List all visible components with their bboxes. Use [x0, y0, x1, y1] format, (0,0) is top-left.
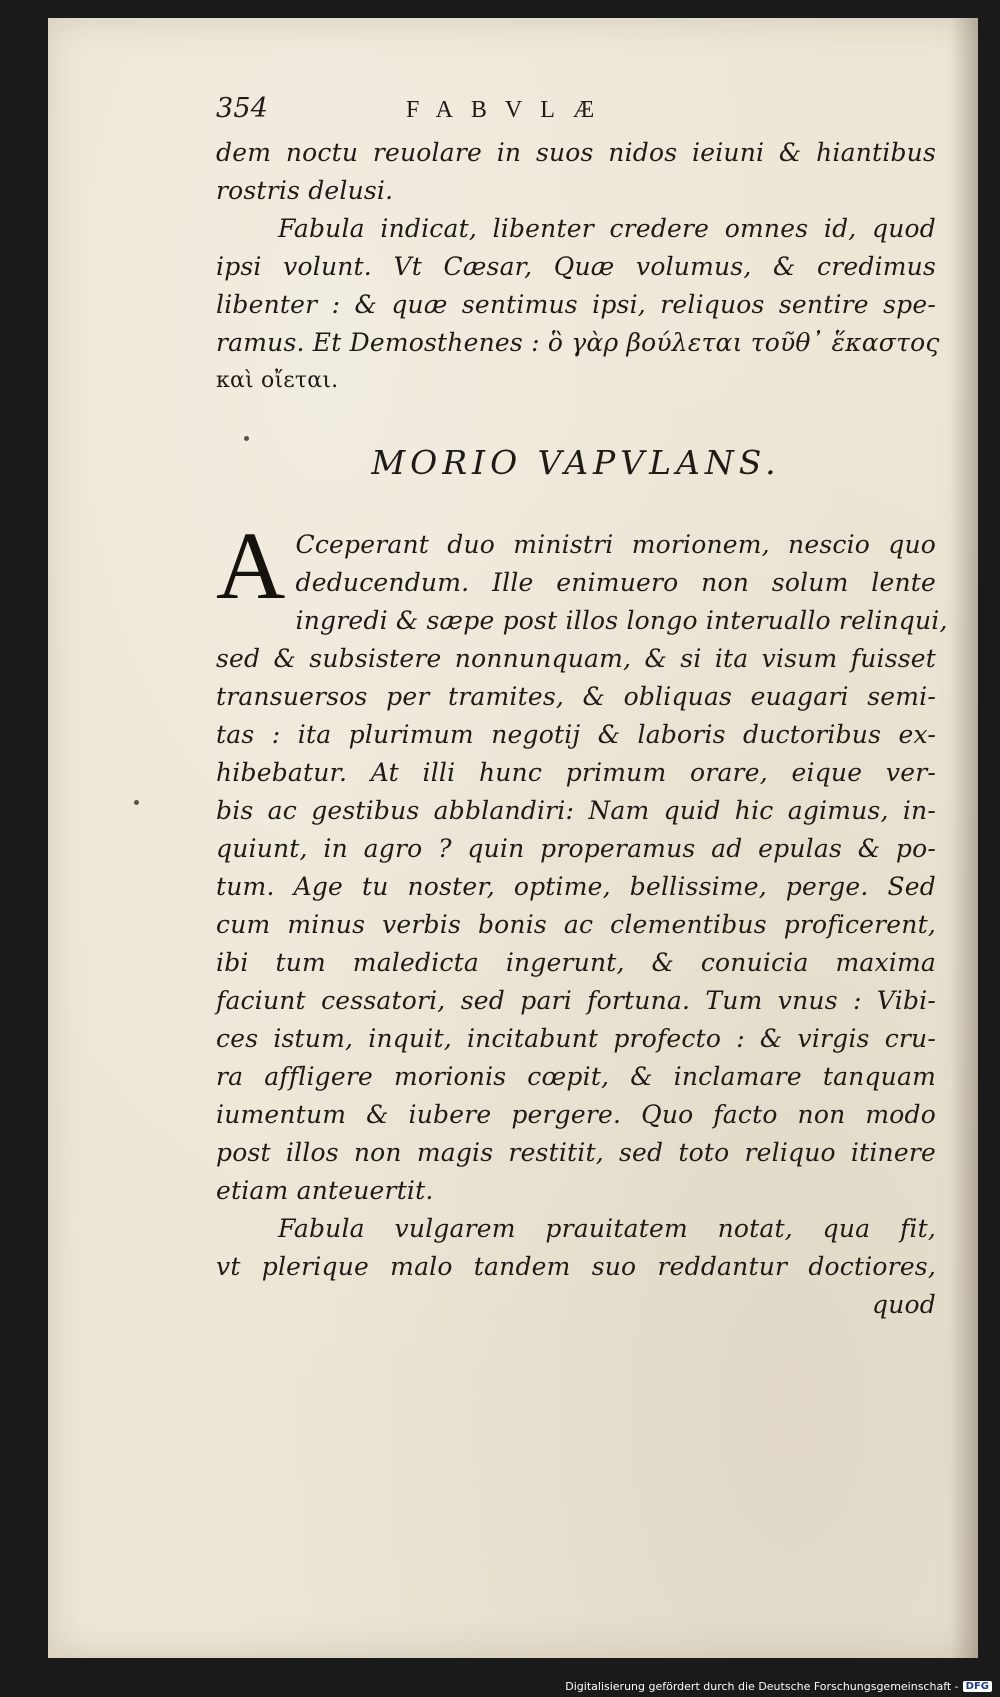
catchword: quod — [872, 1290, 936, 1319]
drop-cap: A — [216, 512, 286, 619]
text-line: ramus. Et Demosthenes : ὃ γὰρ βούλεται τοῦθ᾽ ἕκαστος — [216, 328, 940, 357]
text-line: ces istum, inquit, incitabunt profecto : & virgis cru- — [216, 1024, 936, 1053]
dfg-logo: DFG — [963, 1681, 992, 1692]
text-line: rostris delusi. — [216, 176, 394, 205]
fable-heading: MORIO VAPVLANS. — [371, 443, 781, 482]
text-line: bis ac gestibus abblandiri: Nam quid hic agimus, in- — [216, 796, 936, 825]
running-title: FABVLÆ — [406, 97, 613, 123]
text-line: dem noctu reuolare in suos nidos ieiuni & hiantibus — [216, 138, 936, 167]
text-line: sed & subsistere nonnunquam, & si ita visum fuisset — [216, 644, 936, 673]
text-line: ra affligere morionis cœpit, & inclamare tanquam — [216, 1062, 936, 1091]
footer-text: Digitalisierung gefördert durch die Deutsche Forschungsgemeinschaft - — [565, 1680, 959, 1693]
text-line: hibebatur. At illi hunc primum orare, eique ver- — [216, 758, 936, 787]
text-line: cum minus verbis bonis ac clementibus proficerent, — [216, 910, 936, 939]
digitization-footer — [565, 1680, 992, 1693]
text-line: Fabula vulgarem prauitatem notat, qua fit, — [278, 1214, 936, 1243]
page-text-block — [216, 90, 948, 1324]
text-line: libenter : & quæ sentimus ipsi, reliquos sentire spe- — [216, 290, 936, 319]
text-line: faciunt cessatori, sed pari fortuna. Tum vnus : Vibi- — [216, 986, 936, 1015]
closing-moral-paragraph — [216, 1210, 936, 1324]
moral-paragraph — [216, 210, 940, 400]
text-line: ibi tum maledicta ingerunt, & conuicia maxima — [216, 948, 936, 977]
text-line: ipsi volunt. Vt Cæsar, Quæ volumus, & credimus — [216, 252, 936, 281]
text-line: deducendum. Ille enimuero non solum lente — [295, 568, 936, 597]
text-line: iumentum & iubere pergere. Quo facto non modo — [216, 1100, 936, 1129]
text-line-greek: καὶ οἴεται. — [216, 368, 339, 393]
book-page — [48, 18, 978, 1658]
text-line: tum. Age tu noster, optime, bellissime, perge. Sed — [216, 872, 936, 901]
text-line: post illos non magis restitit, sed toto reliquo itinere — [216, 1138, 936, 1167]
page-number: 354 — [216, 93, 269, 124]
text-line: transuersos per tramites, & obliquas euagari semi- — [216, 682, 936, 711]
running-head — [216, 90, 936, 134]
text-line: ingredi & sæpe post illos longo interuallo relinqui, — [295, 606, 948, 635]
text-line: vt plerique malo tandem suo reddantur doctiores, — [216, 1252, 936, 1281]
text-line: Cceperant duo ministri morionem, nescio quo — [295, 530, 936, 559]
page-edge-shadow — [950, 18, 978, 1658]
story-paragraph — [216, 512, 948, 1210]
text-line: Fabula indicat, libenter credere omnes id, quod — [278, 214, 936, 243]
text-line: quiunt, in agro ? quin properamus ad epulas & po- — [216, 834, 936, 863]
text-line: tas : ita plurimum negotij & laboris ductoribus ex- — [216, 720, 936, 749]
ink-speck — [134, 800, 139, 805]
text-line: etiam anteuertit. — [216, 1176, 434, 1205]
intro-paragraph — [216, 134, 936, 210]
